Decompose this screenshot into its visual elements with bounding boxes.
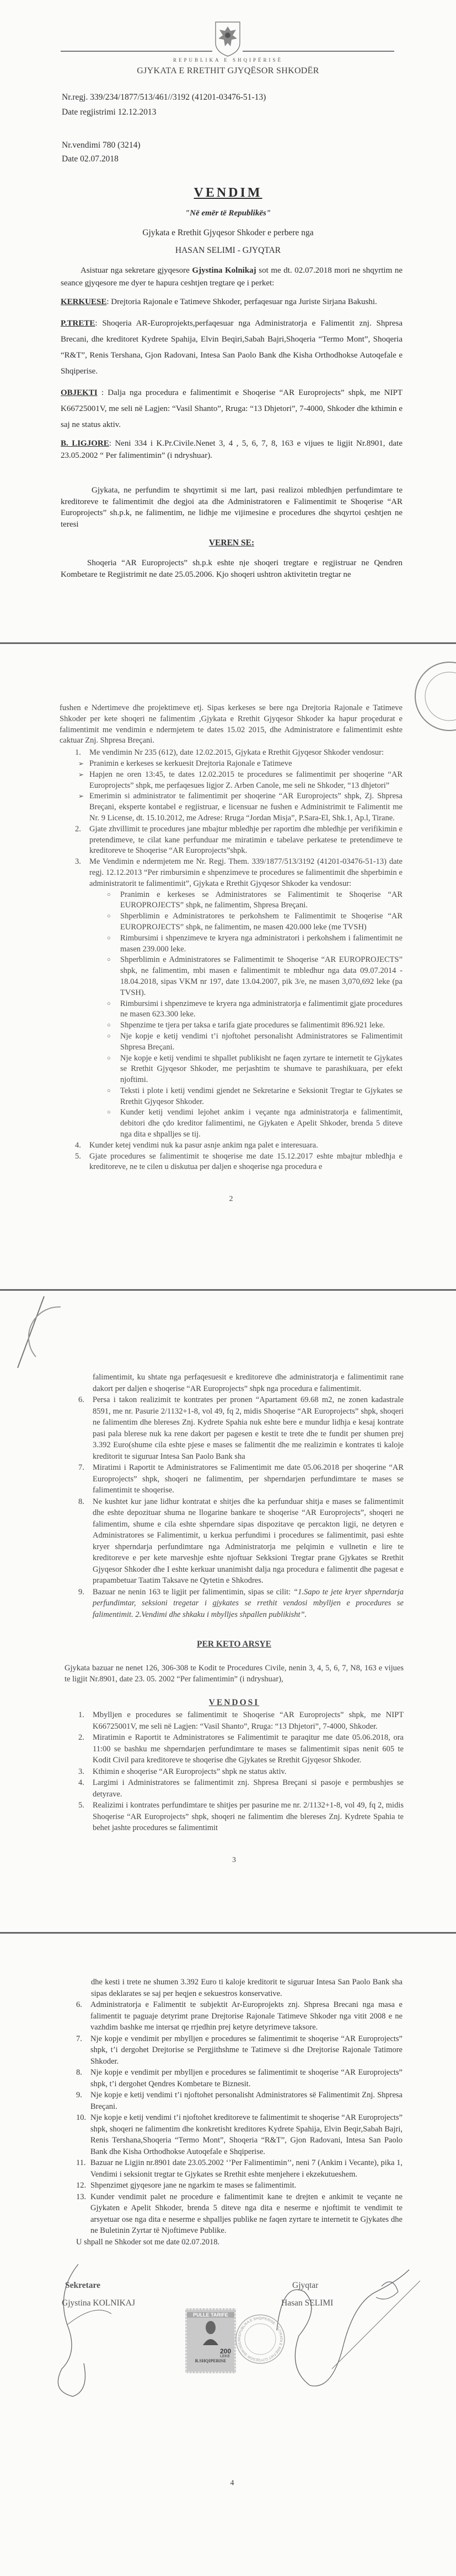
party-kerkuese [61,295,403,310]
item-text: Kunder ketej vendimi nuk ka pasur asnje ankim nga palet e interesuara. [89,1140,318,1150]
sub-list-item [89,1020,403,1031]
item-number: 3. [78,1767,84,1776]
objekti-label: OBJEKTI [61,388,98,397]
item-text: Nje kopje e vendimit per mbylljen e procedures se falimentimit te shoqerise “AR Europrojects” shpk, t’i dergohet Qendres Kombetare te Biznesit. [90,2068,403,2088]
item-number: 4. [75,1140,81,1150]
sub-item-text: Shpenzime te tjera per taksa e tarifa gjate procedures se falimentimit 896.921 leke. [120,1021,385,1030]
sub-item-text: Nje kopje e ketij vendimi te shpallet publikisht ne faqen zyrtare te internetit te Gjykates se Rrethit Gjyqesor Shkoder, me perjashtim te shumave te parashikuara, per efekt njoftimi. [120,1053,403,1085]
decision-list-continued [76,1999,403,2237]
quoted-law-text: “1.Sapo te jete kryer shperndarja perfundimtar, seksioni tregetar i gjykates se rrethit vendosi mbylljen e procedures se falimentimit. 2.Vendimi dhe shkaku i mbylljes shpallen publikisht”. [93,1587,404,1619]
judge-role: Gjyqtar [292,2281,319,2290]
item-number: 2. [75,824,81,834]
header-rule-right [243,51,394,52]
list-item [76,2090,403,2112]
page-1 [0,0,456,642]
circle-bullet-icon: ○ [107,1109,111,1116]
sub-list-item [76,791,403,824]
secretary-role: Sekretare [65,2281,100,2290]
b-ligjore [61,437,403,462]
veren-se-heading: VEREN SE: [208,538,255,548]
item-text: Nje kopje e ketij vendimi t’i njoftohet personalisht Administratores së Falimentimit Znj. Shpresa Breçani. [90,2091,403,2111]
albanian-eagle-emblem-icon [214,21,242,57]
objekti-text: : Dalja nga procedura e falimentimit e Shoqerise “AR Europrojects” shpk, me NIPT K66725001V, me seli në Lagjen: “Vasil Shanto”, Rruga: “13 Dhjetori”, 7-4000, Shkoder dhe kthimin e saj ne status aktiv. [61,388,403,429]
reasons-heading: PER KETO ARSYE [197,1639,271,1649]
list-item [78,1732,404,1766]
item-text: Administratorja e Falimentit te subjektit Ar-Europrojekts znj. Shpresa Brecani nga masa e falimentit te paguaje detyrimt prane Drejtorise Rajonale Tatimeve Shkoder nga vitit 2008 e ne vazhdim bashke me intersat qe rrjedhin prej ketyre detyrimeve taksore. [90,2000,403,2032]
skanderbeg-portrait-icon [200,2318,222,2345]
item-number: 1. [75,748,81,757]
item-number: 12. [76,2181,87,2190]
list-item [78,1709,404,1732]
item-number: 10. [76,2113,87,2122]
item-number: 8. [76,2068,82,2077]
court-seal-partial-icon [11,1296,61,1368]
item-number: 7. [76,2034,82,2043]
list-item [76,2112,403,2157]
page3-continuation: falimentimit, ku shtate nga perfaqesuesit e kreditoreve dhe administratorja e falimentimit rane dakort per daljen e shoqerise “AR Europrojects” shpk nga procedura e falimentimit. [93,1373,404,1393]
list-item [78,1587,404,1621]
sub-list-item [89,955,403,998]
circle-bullet-icon: ○ [107,956,111,964]
decided-heading: VENDOSI [208,1697,260,1707]
sub-item-text: Pranimin e kerkeses se Administratores se Falimentimit te Shoqerise “AR EUROPROJECTS” shpk, ne falimentim, Shpresa Breçani. [120,890,403,910]
sub-list [89,890,403,1140]
item-text: Largimi i Administratores se falimentimit znj. Shpresa Breçani si pasoje e permbushjes se detyrave. [93,1778,404,1799]
circle-bullet-icon: ○ [107,891,111,898]
objekti [61,385,403,433]
signature-area [62,2270,403,2457]
conclusion-paragraph: Gjykata, ne perfundim te shqyrtimit si me lart, pasi realizoi mbledhjen perfundimtare te kreditoreve te falimentimit dhe degjoi ata dhe Administratoren e Falimentimit te Shoqerise “AR Europrojects” sh.p.k, ne falimentim, ne lidhje me vijimesine e procedures dhe shqyrtoi çeshtjen ne teresi [61,486,403,529]
item-text: Me vendimin Nr 235 (612), date 12.02.2015, Gjykata e Rrethit Gjyqesor Shkoder vendosur: [89,748,384,757]
facts-paragraph: Shoqeria “AR Europrojects” sh.p.k eshte nje shoqeri tregtare e regjistruar ne Qendren Kombetare te Regjistrimit ne date 25.05.2006. Kjo shoqeri ushtron aktivitetin tregtar ne [61,559,403,579]
item-text: Ne kushtet kur jane lidhur kontratat e shitjes dhe ka perfunduar shitja e mases se falimentimit dhe eshte depozituar shuma ne llogarine bankare te shoqerise “AR Europrojects”, shoqeri ne falimentim, shume e cila eshte shperndare sipas dispozitave qe percakton ligji, ne detyren e Administratores se Falimentimit, u kerkua perfundimi i procedures se falimentimit, pasi eshte kryer shperndarja perfundimtare nga Administratorja me pelqimin e vullnetin e lire te kreditoreve e per kete marveshje eshte njoftuar Sekksioni Tregtar prane Gjykates se Rrethit Gjyqesor Shkoder dhe I eshte kerkuar unanimisht dalja nga procedura e falimentit dhe pagesat e prapambetuar Taatim Taksave ne Qytetin e Shkodres. [93,1497,404,1585]
court-round-seal-icon [235,2314,286,2364]
item-number: 9. [76,2091,82,2099]
arrow-bullet-icon: ➢ [78,759,84,767]
item-text: Miratimi i Raportit te Administratores se Falimentimit me date 05.06.2018 per shoqerine “AR Europrojects” shpk, shoqeri ne falimentim, per shperndarjen perfundimtare te mases se falimentimit te shoqerise. [93,1463,404,1495]
kerkuese-label: KERKUESE [61,297,107,306]
item-number: 6. [78,1395,84,1404]
sub-item-text: Hapjen ne oren 13:45, te dates 12.02.2015 te procedures se falimentimit per shoqerine “AR Europrojects” shpk, me perfaqesues ligjor Z. Arben Canole, me seli ne Shkoder, “13 dhjetori” [89,770,403,790]
page-2 [0,642,456,1289]
sub-list-item [89,1107,403,1140]
item-text: Persa i takon realizimit te kontrates per pronen “Apartament 69.68 m2, ne zonen kadastrale 8591, me nr. Pasurie 2/1132+1-8, vol 49, fq 2, midis Shoqerise “AR Europrojects” shpk, shoqeri ne falimentim dhe blereses Znj. Kydrete Spahia nuk eshte bere e mundur lidhja e kesaj kontrate pasi pala blerese nuk ka rene dakort per pagesen e kestit te trete dhe te fundit per shumen prej 3.392 Euro(shume cila eshte pjese e mases se falimentit dhe me realizimin e kontrates ti kaloje kreditorit te siguruar Intesa San Paolo Bank sha [93,1395,404,1461]
sub-item-text: Rimbursimi i shpenzimeve te kryera nga administratori i perkohshem i falimentimit ne masen 239.000 leke. [120,933,403,954]
item-text: Me Vendimin e ndermjetem me Nr. Regj. Them. 339/1877/513/3192 (41201-03476-51-13) date regj. 12.12.2013 “Per rimbursimin e shpenzimeve te procedures se falimentimit dhe shperbimin e administratorit te falimentimit”, Gjykata e Rrethit Gjyqesor Shkoder ka vendosur: [89,857,403,888]
item-number: 5. [75,1151,81,1161]
sub-item-text: Kunder ketij vendimi lejohet ankim i veçante nga administratorja e falimentimit, debitori dhe çdo kreditor falimentimi, ne Gjykaten e Apelit Shkoder, brenda 5 diteve nga dita e shpalljes se tij. [120,1108,403,1139]
list-item [76,2033,403,2068]
list-item [78,1766,404,1778]
item-number: 3. [75,857,81,867]
list-item [78,1800,404,1834]
document-title: VENDIM [194,186,262,200]
list-item [76,2180,403,2191]
b-ligjore-label: B. LIGJORE [61,439,109,448]
stamp-currency: LEKE [220,2355,230,2358]
sub-item-text: Pranimin e kerkeses se kerkuesit Drejtoria Rajonale e Tatimeve [89,759,292,768]
sub-list-item [89,911,403,933]
item-text: Gjate zhvillimit te procedures jane mbajtur mbledhje per raportim dhe mbledhje per verifikimin e pretendimeve, te cilat kane perfunduar me miratimin e tabelave perkatese te pretendimeve te kreditoreve te Shoqerise “AR Europrojects”shpk. [89,824,403,856]
sub-list-item [89,933,403,955]
header-rule-left [61,51,212,52]
registration-number: Nr.regj. 339/234/1877/513/461//3192 (41201-03476-51-13) [62,93,266,102]
circle-bullet-icon: ○ [107,1022,111,1029]
sub-item-text: Shperblimin e Administratores se Falimentimit te Shoqerise “AR EUROPROJECTS” shpk, ne falimentim, mbi masen e falimentimit te mbledhur nga data 09.07.2014 - 18.04.2018, sipas VKM nr 197, date 13.04.2007, pik 3/e, ne masen 3,070,692 leke (pa TVSH). [120,955,403,997]
document-subtitle: "Në emër të Republikës" [185,209,271,218]
page-number: 4 [230,2479,234,2487]
item-number: 4. [78,1778,84,1787]
secretary-name: Gjystina Kolnikaj [192,266,256,275]
page3-content [65,1372,404,1834]
item-number: 13. [76,2192,87,2201]
page-number: 3 [232,1855,236,1864]
court-name: GJYKATA E RRETHIT GJYQËSOR SHKODËR [137,66,319,75]
secretary-signature-name: Gjystina KOLNIKAJ [62,2298,136,2308]
revenue-stamp [185,2308,236,2373]
sub-item-text: Shperblimin e Administratores te perkohshem te Falimentimit te Shoqerise “AR EUROPROJECTS” shpk, ne falimentim, ne masen 420.000 leke (me TVSH) [120,912,403,932]
b-ligjore-text: : Neni 334 i K.Pr.Civile.Nenet 3, 4 , 5, 6, 7, 8, 163 e vijues te ligjit Nr.8901, date 23.05.2002 “ Per falimentimin” (i ndryshuar). [61,439,403,460]
p-trete-label: P.TRETE [61,319,95,328]
republic-name: REPUBLIKA E SHQIPËRISË [173,57,283,63]
assisted-post: sot me dt. 02.07.2018 mori ne shqyrtim ne seance gjyqesore me dyer te hapura ceshtjen tregtare qe i perket: [61,266,403,288]
stamp-value: 200 [219,2347,231,2355]
facts-list-continued [78,1394,404,1620]
item-text: Bazuar ne Ligjin nr.8901 date 23.05.2002 ‘’Per Falimentimin’’, neni 7 (Ankim i Vecante), pika 1, Vendimi i seksionit tregtar te Gjykates se Rrethit eshte menjehere i ekzekutueshem. [90,2158,403,2179]
arrow-bullet-icon: ➢ [78,770,84,778]
page-3 [0,1289,456,1932]
court-composition: Gjykata e Rrethit Gjyqesor Shkoder e perbere nga [142,228,314,237]
list-item [76,2191,403,2237]
item-number: 1. [78,1711,84,1719]
sub-list [76,759,403,824]
decision-date: Date 02.07.2018 [62,154,119,164]
sub-item-text: Nje kopje e ketij vendimi t’i njoftohet personalisht Administratores se Falimentimit Shpresa Breçani. [120,1031,403,1052]
sub-item-text: Emerimin si administrator te falimentimit per shoqerine “AR Europrojects” shpk, Zj. Shpresa Breçani, eksperte kontabel e regjistruar, e licensuar ne fushen e Administrimit te Falimentit me Nr. 9 License, dt. 15.10.2012, me Adrese: Rruga “Jordan Misja”, P.Sara-El, Shk.1, Ap.l, Tirane. [89,792,403,822]
kerkuese-text: : Drejtoria Rajonale e Tatimeve Shkoder, perfaqesuar nga Juriste Sirjana Bakushi. [106,297,377,306]
circle-bullet-icon: ○ [107,1032,111,1040]
item-text: Bazuar ne nenin 163 te ligjit per falimentimin, sipas se cilit: [93,1587,293,1597]
item-number: 8. [78,1497,84,1506]
sub-list-item [89,890,403,912]
list-item [75,1151,403,1173]
list-item [75,748,403,824]
sub-list-item [76,759,403,770]
circle-bullet-icon: ○ [107,913,111,920]
item-text: Gjate procedures se falimentimit te shoqerise me date 15.12.2017 eshte mbajtur mbledhja e kreditoreve, ne te cilen u diskutua per daljen e shoqerise nga procedura e [89,1151,403,1172]
party-p-trete [61,316,403,380]
sub-list-item [89,1031,403,1053]
announcement: U shpall ne Shkoder sot me date 02.07.2018. [76,2237,220,2247]
svg-text:REPUBLIKA E SHQIPERISE · GJYKA [238,2317,283,2362]
page-number: 2 [229,1195,233,1204]
seal-text: REPUBLIKA E SHQIPERISE · GJYKATA E RRETHIT GJYQESOR SHKODER [237,2316,283,2362]
assisted-paragraph [61,264,403,290]
page2-content [60,703,403,1173]
list-item [78,1496,404,1587]
circle-bullet-icon: ○ [107,1000,111,1007]
item-text: Realizimi i kontrates perfundimtare te shitjes per pasurine me nr. 2/1132+1-8, vol 49, fq 2, midis Shoqerise “AR Europrojects” shpk, shoqeri ne falimentim dhe blereses Znj. Kydrete Spahia te behet jashte procedures se falimentimit [93,1801,404,1832]
sub-list-item [89,1053,403,1086]
stamp-title: PULLE TARIFE [187,2312,234,2318]
item-text: Shpenzimet gjyqesore jane ne ngarkim te mases se falimentimit. [90,2181,297,2190]
item-number: 11. [76,2158,86,2167]
assisted-pre: Asistuar nga sekretare gjyqesore [81,266,192,275]
sub-item-text: Rimbursimi i shpenzimeve te kryera nga administratorja e falimentimit gjate procedures ne masen 623.300 leke. [120,999,403,1019]
item-number: 6. [76,2000,82,2009]
list-item [75,824,403,857]
legal-basis: Gjykata bazuar ne nenet 126, 306-308 te Kodit te Procedures Civile, nenin 3, 4, 5, 6, 7, N8, 163 e vijues te ligjit Nr.8901, date 23. 05. 2002 “Per falimentimin” (i ndryshuar), [65,1663,404,1684]
item-number: 2. [78,1733,84,1742]
item-text: Nje kopje e ketij vendimi t’i njoftohet kreditoreve te falimentimit te shoqerise “AR Europrojects” shpk, shoqeri ne falimentim dhe konkretisht kreditores Kydrete Spahija, Elvin Beqir,Sabah Bajri, Renis Tershana,Shoqeria “Termo Mont”, Shoqeria “R&T”, Gjon Radovani, Intesa San Paolo Bank dhe Kisha Orthodhokse Autoqefale e Shqiperise. [90,2113,403,2156]
judge-name: HASAN SELIMI - GJYQTAR [175,246,281,255]
item-number: 9. [78,1587,84,1597]
item-text: Miratimin e Raportit te Administratores se Falimentimit te paraqitur me date 05.06.2018, ora 11:00 se bashku me shperndarjen perfundimtare te mases se falimentimit sipas nenit 605 te Kodit Civil para kreditoreve te shoqerise dhe Gjykates se Rrethit Gjyqesor Shkoder. [93,1733,404,1765]
page2-intro: fushen e Ndertimeve dhe projektimeve etj. Sipas kerkeses se bere nga Drejtoria Rajonale e Tatimeve Shkoder per kete shoqeri ne falimentim ,Gjykata e Rrethit Gjyqesor Shkoder ka hapur proçedurat e falimentimit me vendimin e ndermjetem te dates 15.02 2015, dhe Administratore e falimentimit eshte caktuar Znj. Shpresa Breçani. [60,703,403,745]
list-item [75,1140,403,1151]
judge-signature-name: Hasan SELIMI [281,2298,334,2308]
item-text: Nje kopje e vendimit per mbylljen e procedures se falimentimit te shoqerise “AR Europrojects” shpk, t’i dergohet Drejtorise se Pergjithshme te Tatimeve si dhe Drejtorise Rajonale Tatimore Shkoder. [90,2034,403,2066]
page-4 [0,1932,456,2576]
list-item [78,1394,404,1462]
sub-list-item [89,999,403,1021]
list-item [75,857,403,1140]
circle-bullet-icon: ○ [107,1054,111,1062]
page4-continuation: dhe kesti i trete ne shumen 3.392 Euro ti kaloje kreditorit te siguruar Intesa San Paolo Bank sha sipas deklarates se saj per heqjen e sekuestros konservative. [91,1978,403,1998]
list-item [76,2157,403,2180]
stamp-country: R.SHQIPERISE [195,2358,227,2363]
item-text: Kunder vendimit palet ne procedure e falimentimit kane te drejten e ankimit te veçante ne Gjykaten e Apelit Shkoder, brenda 5 diteve nga dita e neserme e njoftimit te vendimit te arsyetuar ose nga dita e neserme e shpalljes publike ne faqen zyrtare te internetit te Gjykates dhe ne Buletinin Zyrtar të Njoftimeve Publike. [90,2192,403,2235]
facts-list [75,748,403,1173]
sub-item-text: Teksti i plote i ketij vendimi gjendet ne Sekretarine e Seksionit Tregtar te Gjykates se Rrethit Gjyqesor Shkoder. [120,1086,403,1106]
sub-list-item [76,770,403,792]
circle-bullet-icon: ○ [107,1087,111,1094]
court-seal-partial-icon [408,655,456,738]
arrow-bullet-icon: ➢ [78,792,84,800]
item-number: 5. [78,1801,84,1810]
decision-number: Nr.vendimi 780 (3214) [62,140,141,150]
sub-list-item [89,1086,403,1108]
list-item [78,1777,404,1800]
item-number: 7. [78,1463,84,1472]
item-text: Mbylljen e procedures se falimentimit te Shoqerise “AR Europrojects” shpk, me NIPT K66725001V, me seli në Lagjen: “Vasil Shanto”, Rruga: “13 Dhjetori”, 7-4000, Shkoder. [93,1711,404,1731]
decision-list [78,1709,404,1834]
registration-date: Date regjistrimi 12.12.2013 [62,107,157,117]
p-trete-text: : Shoqeria AR-Europrojekts,perfaqesuar nga Administratorja e Falimentit znj. Shpresa Brecani, dhe kreditoret Kydrete Spahija, Elvin Beqiri,Sabah Bajri,Shoqeria “Termo Mont”, Shoqeria “R&T”, Renis Tershana, Gjon Radovani, Intesa San Paolo Bank dhe Kisha Orthodhokse Autoqefale e Shqiperise. [61,319,403,376]
item-text: Kthimin e shoqerise “AR Europrojects” shpk ne status aktiv. [93,1767,287,1776]
circle-bullet-icon: ○ [107,934,111,941]
list-item [76,1999,403,2033]
list-item [76,2067,403,2090]
page4-content [62,1977,403,2248]
list-item [78,1462,404,1496]
